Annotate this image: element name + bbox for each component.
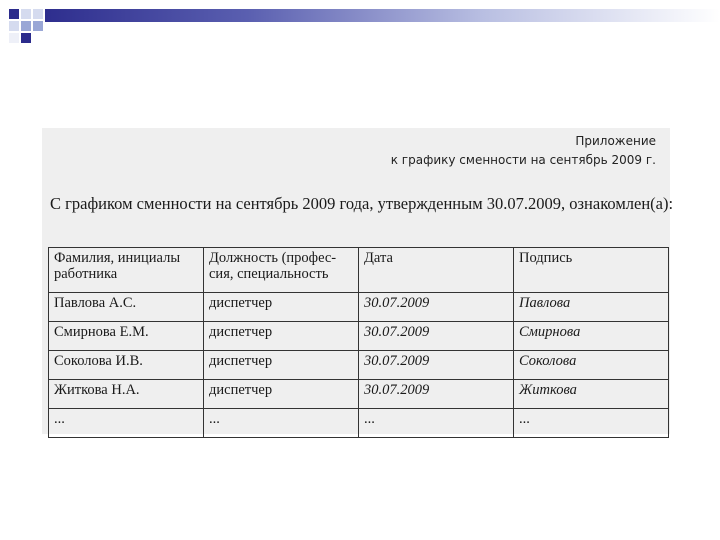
appendix-subtitle: к графику сменности на сентябрь 2009 г. (390, 153, 656, 167)
cell-position: диспетчер (204, 293, 359, 322)
header-gradient-bar (45, 9, 720, 22)
cell-signature: Павлова (514, 293, 669, 322)
cell-name: Павлова А.С. (49, 293, 204, 322)
cell-position: ... (204, 409, 359, 438)
table-row (49, 380, 669, 409)
decor-square (9, 33, 19, 43)
header-position: Должность (профес- сия, специальность (204, 248, 359, 293)
decor-square (33, 21, 43, 31)
cell-signature: Смирнова (514, 322, 669, 351)
cell-date: 30.07.2009 (359, 293, 514, 322)
table-row (49, 351, 669, 380)
acknowledgement-table (48, 247, 669, 438)
cell-position: диспетчер (204, 322, 359, 351)
cell-position: диспетчер (204, 380, 359, 409)
cell-signature: Соколова (514, 351, 669, 380)
cell-name: Соколова И.В. (49, 351, 204, 380)
cell-date: ... (359, 409, 514, 438)
cell-date: 30.07.2009 (359, 351, 514, 380)
cell-name: ... (49, 409, 204, 438)
decor-square (21, 9, 31, 19)
cell-signature: ... (514, 409, 669, 438)
cell-signature: Житкова (514, 380, 669, 409)
decor-square (33, 9, 43, 19)
table-row (49, 409, 669, 438)
header-name: Фамилия, инициалы работника (49, 248, 204, 293)
appendix-title: Приложение (575, 134, 656, 148)
table-row (49, 322, 669, 351)
table-header-row (49, 248, 669, 293)
table-row (49, 293, 669, 322)
decor-square (9, 21, 19, 31)
cell-date: 30.07.2009 (359, 380, 514, 409)
decor-square (21, 21, 31, 31)
cell-date: 30.07.2009 (359, 322, 514, 351)
document-scan (42, 128, 674, 434)
decor-square (21, 33, 31, 43)
decor-square (9, 9, 19, 19)
cell-position: диспетчер (204, 351, 359, 380)
cell-name: Житкова Н.А. (49, 380, 204, 409)
header-signature: Подпись (514, 248, 669, 293)
intro-text: С графиком сменности на сентябрь 2009 года, утвержденным 30.07.2009, ознакомлен(а): (50, 194, 674, 213)
header-date: Дата (359, 248, 514, 293)
cell-name: Смирнова Е.М. (49, 322, 204, 351)
